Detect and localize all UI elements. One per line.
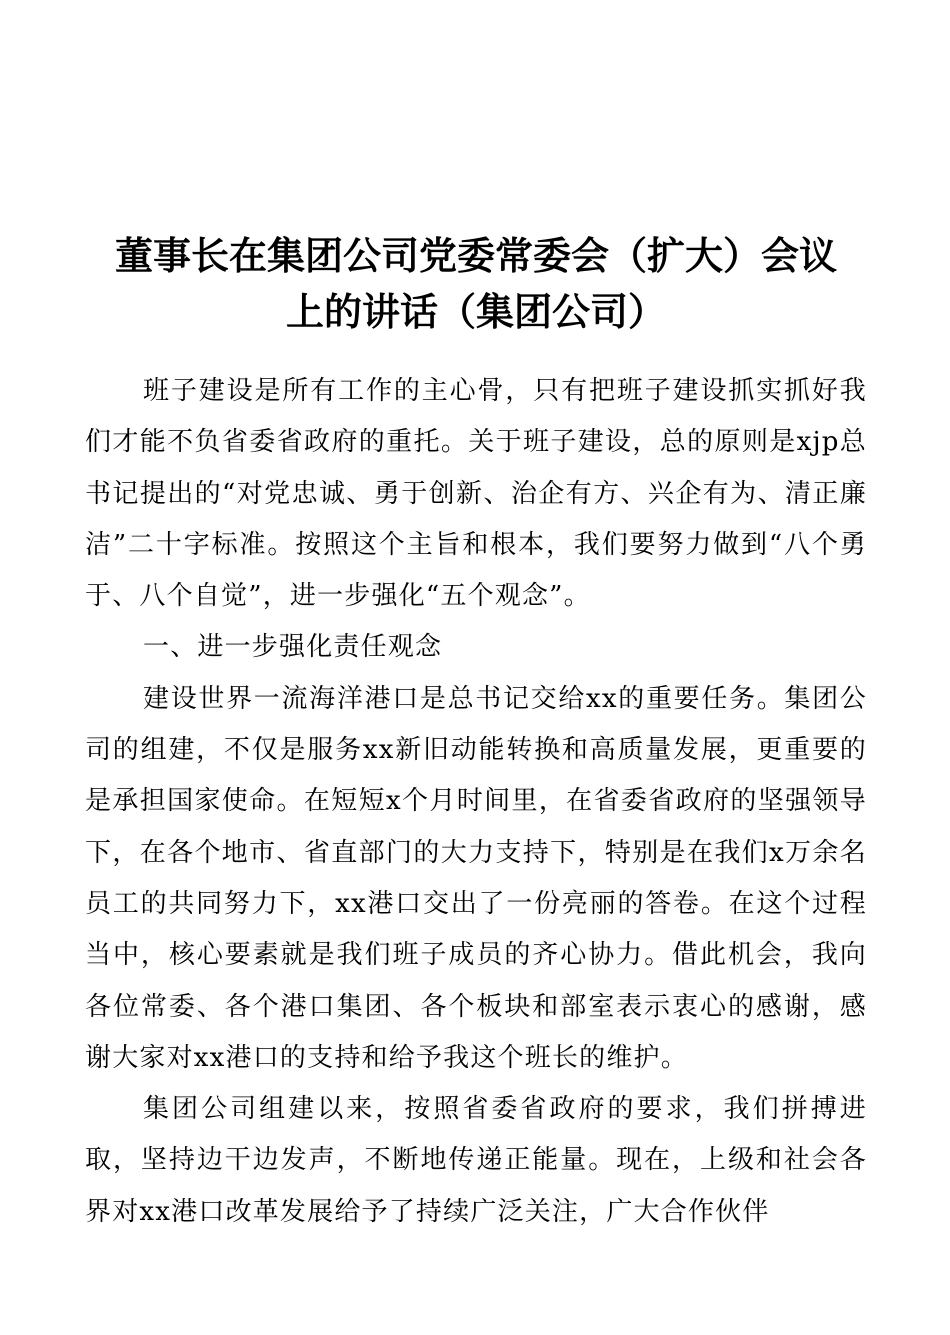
section-heading-1: 一、进一步强化责任观念 (143, 632, 443, 663)
title-line-1: 董事长在集团公司党委常委会（扩大）会议 (114, 234, 837, 278)
paragraph-section-1: 建设世界一流海洋港口是总书记交给xx的重要任务。集团公司的组建，不仅是服务xx新旧动能转换和高质量发展，更重要的是承担国家使命。在短短x个月时间里，在省委省政府的坚强领导下，在各个地市、省直部门的大力支持下，特别是在我们x万余名员工的共同努力下，xx港口交出了一份亮丽的答卷。在这个过程当中，核心要素就是我们班子成员的齐心协力。借此机会，我向各位常委、各个港口集团、各个板块和部室表示衷心的感谢，感谢大家对xx港口的支持和给予我这个班长的维护。 (85, 683, 867, 1073)
title-line-2: 上的讲话（集团公司） (285, 290, 666, 334)
paragraph-intro: 班子建设是所有工作的主心骨，只有把班子建设抓实抓好我们才能不负省委省政府的重托。关于班子建设，总的原则是xjp总书记提出的“对党忠诚、勇于创新、治企有方、兴企有为、清正廉洁”二十字标准。按照这个主旨和根本，我们要努力做到“八个勇于、八个自觉”，进一步强化“五个观念”。 (85, 376, 867, 612)
document-title (85, 228, 867, 340)
paragraph-continued: 集团公司组建以来，按照省委省政府的要求，我们拼搏进取，坚持边干边发声，不断地传递正能量。现在，上级和社会各界对xx港口改革发展给予了持续广泛关注，广大合作伙伴 (85, 1094, 867, 1227)
document-body (85, 366, 867, 1238)
